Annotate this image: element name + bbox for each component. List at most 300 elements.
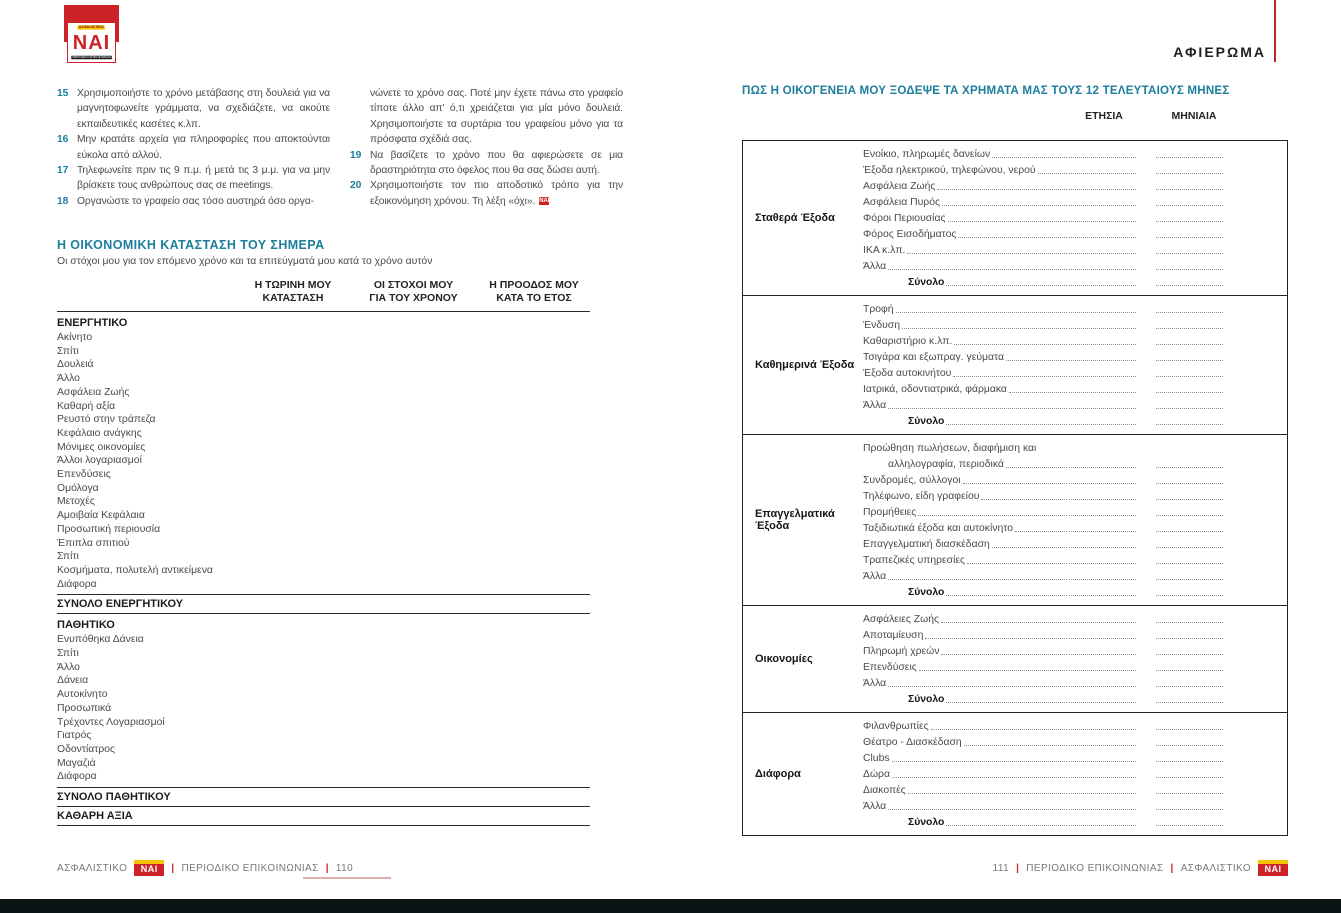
footer-separator: | (1170, 862, 1174, 874)
monthly-value-cell (1156, 467, 1223, 468)
expense-group-rows (863, 301, 1287, 429)
annual-value-cell (1069, 702, 1136, 703)
asset-row: Διάφορα (57, 578, 97, 590)
dotted-leader (958, 237, 1067, 238)
liability-row: Άλλο (57, 661, 80, 673)
monthly-value-cell (1156, 563, 1223, 564)
asset-row: Σπίτι (57, 551, 79, 563)
expense-group-label: Καθημερινά Έξοδα (755, 359, 855, 371)
dotted-leader (941, 622, 1067, 623)
asset-row: Δουλειά (57, 359, 94, 371)
expense-group-rows (863, 146, 1287, 290)
expense-row (863, 210, 1223, 226)
liabilities-total-label: ΣΥΝΟΛΟ ΠΑΘΗΤΙΚΟΥ (57, 791, 171, 804)
annual-value-cell (1069, 221, 1136, 222)
dotted-leader (918, 515, 1067, 516)
expense-row-label: Σύνολο (908, 817, 945, 828)
expense-row-label: Τηλέφωνο, είδη γραφείου (863, 491, 980, 502)
annual-value-cell (1069, 547, 1136, 548)
expense-row (863, 643, 1223, 659)
footer-separator: | (171, 862, 175, 874)
tip-text: Μην κρατάτε αρχεία για πληροφορίες που αποκτούνται εύκολα από αλλού. (77, 134, 330, 161)
expense-row-label: Άλλα (863, 571, 887, 582)
expense-row-label: Σύνολο (908, 277, 945, 288)
column-header-monthly: ΜΗΝΙΑΙΑ (1171, 110, 1217, 122)
footer-magazine-name: ΠΕΡΙΟΔΙΚΟ ΕΠΙΚΟΙΝΩΝΙΑΣ (1026, 862, 1164, 874)
dotted-leader (937, 189, 1067, 190)
monthly-value-cell (1156, 547, 1223, 548)
expense-total-row (863, 691, 1223, 707)
expense-row (863, 568, 1223, 584)
monthly-value-cell (1156, 237, 1223, 238)
financial-status-column-headers (57, 279, 590, 305)
annual-value-cell (1069, 499, 1136, 500)
print-artifact-line (303, 877, 391, 879)
asset-row: Καθαρή αξία (57, 400, 116, 412)
asset-row: Έπιπλα σπιτιού (57, 537, 130, 549)
monthly-value-cell (1156, 825, 1223, 826)
monthly-value-cell (1156, 654, 1223, 655)
expense-row-label: Πληρωμή χρεών (863, 646, 940, 657)
dotted-leader (948, 221, 1067, 222)
annual-value-cell (1069, 745, 1136, 746)
annual-value-cell (1069, 729, 1136, 730)
footer-nai-logo: ΝΑΙ (1258, 860, 1288, 876)
monthly-value-cell (1156, 579, 1223, 580)
annual-value-cell (1069, 237, 1136, 238)
dotted-leader (888, 809, 1067, 810)
annual-value-cell (1069, 205, 1136, 206)
dotted-leader (954, 344, 1067, 345)
assets-total-label: ΣΥΝΟΛΟ ΕΝΕΡΓΗΤΙΚΟΥ (57, 598, 184, 611)
dotted-leader (1038, 173, 1067, 174)
expense-row-label: Τραπεζικές υπηρεσίες (863, 555, 966, 566)
monthly-value-cell (1156, 745, 1223, 746)
expense-group (743, 434, 1287, 605)
brand-logo-box (67, 22, 116, 63)
annual-value-cell (1069, 777, 1136, 778)
dotted-leader (1015, 531, 1067, 532)
annual-value-cell (1069, 376, 1136, 377)
expense-group-label: Επαγγελματικά Έξοδα (755, 508, 835, 532)
expense-row (863, 440, 1223, 456)
annual-value-cell (1069, 173, 1136, 174)
expense-row-label: Φιλανθρωπίες (863, 721, 929, 732)
expense-total-row (863, 814, 1223, 830)
tip-text: Να βασίζετε το χρόνο που θα αφιερώσετε σε μια δραστηριότητα στο όφελος που θα σας δώσει αυτή. (370, 149, 623, 177)
expense-row-label: Θέατρο - Διασκέδαση (863, 737, 962, 748)
expense-row (863, 750, 1223, 766)
monthly-value-cell (1156, 269, 1223, 270)
monthly-value-cell (1156, 189, 1223, 190)
monthly-value-cell (1156, 173, 1223, 174)
brand-logo-top-label: ΑΣΦΑΛΙΣΤΙΚΟ (78, 25, 105, 30)
tip-text: Τηλεφωνείτε πριν τις 9 π.μ. ή μετά τις 3 μ.μ. για να μην βρίσκετε τους ανθρώπους σας σε meetings. (77, 165, 330, 192)
expense-row (863, 317, 1223, 333)
expense-group-rows (863, 440, 1287, 600)
asset-row: Ασφάλεια Ζωής (57, 386, 130, 398)
monthly-value-cell (1156, 312, 1223, 313)
annual-value-cell (1069, 483, 1136, 484)
expense-total-row (863, 413, 1223, 429)
dotted-leader (946, 595, 1067, 596)
expense-row (863, 536, 1223, 552)
tip-item (57, 194, 330, 209)
expense-row-label: Ασφάλεια Πυρός (863, 197, 941, 208)
annual-value-cell (1069, 622, 1136, 623)
tips-column-left (57, 86, 330, 209)
dotted-leader (888, 686, 1067, 687)
bottom-bar (0, 899, 1341, 913)
monthly-value-cell (1156, 702, 1223, 703)
expenses-title: ΠΩΣ Η ΟΙΚΟΓΕΝΕΙΑ ΜΟΥ ΞΟΔΕΨΕ ΤΑ ΧΡΗΜΑΤΑ ΜΑΣ ΤΟΥΣ 12 ΤΕΛΕΥΤΑΙΟΥΣ ΜΗΝΕΣ (742, 84, 1230, 97)
expense-row-label: ΙΚΑ κ.λπ. (863, 245, 906, 256)
dotted-leader (953, 376, 1067, 377)
annual-value-cell (1069, 408, 1136, 409)
expense-row-label: Σύνολο (908, 587, 945, 598)
expense-row-label: Προώθηση πωλήσεων, διαφήμιση και (863, 443, 1037, 454)
tips-column-right (350, 86, 623, 209)
monthly-value-cell (1156, 376, 1223, 377)
tip-number: 16 (57, 134, 69, 146)
expense-row-label: Άλλα (863, 261, 887, 272)
monthly-value-cell (1156, 531, 1223, 532)
expense-row-label: Ένδυση (863, 320, 901, 331)
footer-left (57, 859, 353, 877)
expense-row (863, 397, 1223, 413)
expense-row (863, 178, 1223, 194)
monthly-value-cell (1156, 515, 1223, 516)
monthly-value-cell (1156, 499, 1223, 500)
annual-value-cell (1069, 467, 1136, 468)
annual-value-cell (1069, 515, 1136, 516)
expense-row (863, 349, 1223, 365)
liabilities-list (57, 633, 590, 784)
expense-row (863, 194, 1223, 210)
monthly-value-cell (1156, 360, 1223, 361)
expense-row-label: Άλλα (863, 678, 887, 689)
expense-row-label: Ταξιδιωτικά έξοδα και αυτοκίνητο (863, 523, 1013, 534)
monthly-value-cell (1156, 686, 1223, 687)
footer-right (993, 859, 1288, 877)
expense-row (863, 659, 1223, 675)
asset-row: Αμοιβαία Κεφάλαια (57, 510, 145, 522)
column-header-current: Η ΤΩΡΙΝΗ ΜΟΥ ΚΑΤΑΣΤΑΣΗ (254, 279, 332, 304)
liability-row: Τρέχοντες Λογαριασμοί (57, 716, 165, 728)
expense-row (863, 226, 1223, 242)
brand-logo-name: ΝΑΙ (72, 31, 111, 54)
expenses-table (742, 140, 1288, 836)
liability-row: Προσωπικά (57, 702, 112, 714)
expense-row (863, 766, 1223, 782)
expenses-column-headers (742, 110, 1288, 124)
expense-row-label: Επενδύσεις (863, 662, 917, 673)
section-header-red-rule (1274, 0, 1276, 62)
expense-row-label: Δώρα (863, 769, 890, 780)
dotted-leader (896, 312, 1067, 313)
annual-value-cell (1069, 793, 1136, 794)
liability-row: Σπίτι (57, 648, 79, 660)
financial-status-subtitle: Οι στόχοι μου για τον επόμενο χρόνο και τα επιτεύγματά μου κατά το χρόνο αυτόν (57, 256, 433, 267)
monthly-value-cell (1156, 761, 1223, 762)
dotted-leader (992, 157, 1067, 158)
expense-row (863, 782, 1223, 798)
dotted-leader (888, 269, 1067, 270)
liability-row: Γιατρός (57, 730, 92, 742)
liability-row: Οδοντίατρος (57, 743, 116, 755)
assets-list (57, 331, 590, 591)
column-header-goals: ΟΙ ΣΤΟΧΟΙ ΜΟΥ ΓΙΑ ΤΟΥ ΧΡΟΝΟΥ (369, 279, 458, 304)
expense-row-label: Επαγγελματική διασκέδαση (863, 539, 990, 550)
dotted-leader (888, 579, 1067, 580)
annual-value-cell (1069, 761, 1136, 762)
expense-row-label: Συνδρομές, σύλλογοι (863, 475, 961, 486)
expense-row-label: Φόροι Περιουσίας (863, 213, 946, 224)
dotted-leader (981, 499, 1067, 500)
dotted-leader (967, 563, 1067, 564)
liabilities-header: ΠΑΘΗΤΙΚΟ (57, 619, 115, 632)
annual-value-cell (1069, 253, 1136, 254)
footer-brand: ΑΣΦΑΛΙΣΤΙΚΟ (57, 862, 128, 874)
financial-status-section (57, 238, 590, 826)
expense-row-label: Ενοίκιο, πληρωμές δανείων (863, 149, 991, 160)
dotted-leader (946, 825, 1067, 826)
expense-row (863, 504, 1223, 520)
annual-value-cell (1069, 312, 1136, 313)
asset-row: Κεφάλαιο ανάγκης (57, 427, 142, 439)
footer-page-number: 111 (992, 862, 1010, 874)
expense-row (863, 520, 1223, 536)
monthly-value-cell (1156, 483, 1223, 484)
monthly-value-cell (1156, 670, 1223, 671)
annual-value-cell (1069, 392, 1136, 393)
expense-row-label: Καθαριστήριο κ.λπ. (863, 336, 953, 347)
expense-row-label: Σύνολο (908, 694, 945, 705)
asset-row: Ομόλογα (57, 482, 99, 494)
expense-row (863, 146, 1223, 162)
monthly-value-cell (1156, 729, 1223, 730)
annual-value-cell (1069, 531, 1136, 532)
monthly-value-cell (1156, 622, 1223, 623)
tip-text: Οργανώστε το γραφείο σας τόσο αυστηρά όσο οργα- (77, 195, 314, 207)
liability-row: Δάνεια (57, 675, 89, 687)
monthly-value-cell (1156, 793, 1223, 794)
annual-value-cell (1069, 563, 1136, 564)
dotted-leader (888, 408, 1067, 409)
expense-row (863, 718, 1223, 734)
footer-page-number: 110 (335, 862, 354, 874)
expense-row (863, 627, 1223, 643)
expense-row-label: Clubs (863, 753, 890, 764)
expense-group-rows (863, 611, 1287, 707)
expense-row (863, 301, 1223, 317)
expense-row-label: Τροφή (863, 304, 894, 315)
dotted-leader (892, 777, 1067, 778)
tip-item (57, 86, 330, 132)
assets-header: ΕΝΕΡΓΗΤΙΚΟ (57, 317, 128, 329)
brand-logo (64, 5, 119, 63)
dotted-leader (942, 205, 1067, 206)
expense-row-label: Ασφάλεια Ζωής (863, 181, 936, 192)
dotted-leader (964, 745, 1067, 746)
expense-row-label: Έξοδα αυτοκινήτου (863, 368, 952, 379)
expense-total-row (863, 584, 1223, 600)
expense-row (863, 472, 1223, 488)
expense-row-label: Ασφάλειες Ζωής (863, 614, 939, 625)
tip-number: 15 (57, 88, 69, 99)
expense-row-label: Φόρος Εισοδήματος (863, 229, 957, 240)
footer-nai-logo: ΝΑΙ (134, 860, 164, 876)
asset-row: Μετοχές (57, 496, 95, 508)
expense-group-label: Διάφορα (755, 768, 801, 780)
annual-value-cell (1069, 360, 1136, 361)
dotted-leader (1006, 360, 1067, 361)
expense-group-rows (863, 718, 1287, 830)
section-header-label: ΑΦΙΕΡΩΜΑ (1173, 44, 1266, 60)
expense-row-label: Έξοδα ηλεκτρικού, τηλεφώνου, νερού (863, 165, 1036, 176)
asset-row: Κοσμήματα, πολυτελή αντικείμενα (57, 564, 213, 576)
expense-row-label: Άλλα (863, 400, 887, 411)
dotted-leader (1006, 467, 1067, 468)
dotted-leader (925, 638, 1067, 639)
annual-value-cell (1069, 579, 1136, 580)
dotted-leader (908, 793, 1067, 794)
expense-row-label: Διακοπές (863, 785, 906, 796)
monthly-value-cell (1156, 328, 1223, 329)
expense-row (863, 381, 1223, 397)
expense-row-label: Προμήθειες (863, 507, 917, 518)
article-end-icon: ΝΑΙ (539, 197, 550, 204)
dotted-leader (992, 547, 1067, 548)
monthly-value-cell (1156, 344, 1223, 345)
dotted-leader (892, 761, 1067, 762)
monthly-value-cell (1156, 392, 1223, 393)
annual-value-cell (1069, 285, 1136, 286)
tip-item (350, 178, 623, 209)
footer-brand: ΑΣΦΑΛΙΣΤΙΚΟ (1180, 862, 1251, 874)
expense-group (743, 605, 1287, 712)
expense-row (863, 162, 1223, 178)
expense-group (743, 295, 1287, 434)
annual-value-cell (1069, 157, 1136, 158)
tip-item (350, 148, 623, 179)
monthly-value-cell (1156, 408, 1223, 409)
dotted-leader (946, 285, 1067, 286)
footer-magazine-name: ΠΕΡΙΟΔΙΚΟ ΕΠΙΚΟΙΝΩΝΙΑΣ (181, 862, 319, 874)
brand-logo-bottom-label: ΠΕΡΙΟΔΙΚΟ ΕΠΙΚΟΙΝΩΝΙΑΣ (72, 55, 111, 59)
monthly-value-cell (1156, 157, 1223, 158)
dotted-leader (907, 253, 1067, 254)
asset-row: Επενδύσεις (57, 469, 111, 481)
tip-number: 17 (57, 165, 69, 177)
expense-row (863, 333, 1223, 349)
tip-number: 18 (57, 195, 69, 207)
expense-row (863, 611, 1223, 627)
annual-value-cell (1069, 595, 1136, 596)
expense-row-label: Άλλα (863, 801, 887, 812)
asset-row: Προσωπική περιουσία (57, 523, 161, 535)
monthly-value-cell (1156, 424, 1223, 425)
liability-row: Μαγαζιά (57, 757, 96, 769)
expense-row (863, 734, 1223, 750)
tip-continuation-text: νώνετε το χρόνο σας. Ποτέ μην έχετε πάνω στο γραφείο τίποτε άλλο απ’ ό,τι χρειάζεται για μία μόνο δουλειά. Χρησιμοποιήστε τα συρτάρια του γραφείου μόνο για τα πρόσφατα σχέδιά σας. (370, 88, 623, 146)
expense-row (863, 552, 1223, 568)
annual-value-cell (1069, 809, 1136, 810)
expense-row (863, 258, 1223, 274)
tip-number: 20 (350, 180, 362, 192)
asset-row: Ρευστό στην τράπεζα (57, 414, 156, 426)
asset-row: Άλλο (57, 373, 80, 385)
asset-row: Σπίτι (57, 345, 79, 357)
monthly-value-cell (1156, 809, 1223, 810)
dotted-leader (931, 729, 1067, 730)
annual-value-cell (1069, 424, 1136, 425)
dotted-leader (963, 483, 1067, 484)
asset-row: Άλλοι λογαριασμοί (57, 455, 142, 467)
annual-value-cell (1069, 328, 1136, 329)
tip-item (57, 163, 330, 194)
annual-value-cell (1069, 269, 1136, 270)
dotted-leader (946, 702, 1067, 703)
annual-value-cell (1069, 825, 1136, 826)
expense-group-label: Σταθερά Έξοδα (755, 212, 835, 224)
monthly-value-cell (1156, 253, 1223, 254)
tip-item (57, 132, 330, 163)
expense-row-label: αλληλογραφία, περιοδικά (888, 459, 1004, 470)
expense-row (863, 798, 1223, 814)
monthly-value-cell (1156, 777, 1223, 778)
tip-text: Χρησιμοποιήστε το χρόνο μετάβασης στη δουλειά για να μαγνητοφωνείτε γράμματα, να σχεδιάζετε, να ακούτε εκπαιδευτικές κασέτες κ.λπ. (77, 88, 330, 130)
financial-status-title: Η ΟΙΚΟΝΟΜΙΚΗ ΚΑΤΑΣΤΑΣΗ ΤΟΥ ΣΗΜΕΡΑ (57, 238, 325, 252)
expense-row-label: Τσιγάρα και εξωπραγ. γεύματα (863, 352, 1004, 363)
asset-row: Μόνιμες οικονομίες (57, 441, 146, 453)
asset-row: Ακίνητο (57, 332, 93, 343)
expense-row (863, 365, 1223, 381)
tip-text: Χρησιμοποιήστε τον πιο αποδοτικό τρόπο για την εξοικονόμηση χρόνου. Τη λέξη «όχι». ΝΑΙ (370, 180, 623, 207)
annual-value-cell (1069, 686, 1136, 687)
expense-group-label: Οικονομίες (755, 653, 813, 665)
footer-separator: | (325, 862, 329, 874)
liability-row: Ενυπόθηκα Δάνεια (57, 634, 144, 646)
annual-value-cell (1069, 344, 1136, 345)
column-header-progress: Η ΠΡΟΟΔΟΣ ΜΟΥ ΚΑΤΑ ΤΟ ΕΤΟΣ (489, 279, 579, 304)
expense-row (863, 456, 1223, 472)
dotted-leader (1009, 392, 1067, 393)
monthly-value-cell (1156, 595, 1223, 596)
monthly-value-cell (1156, 205, 1223, 206)
liability-row: Αυτοκίνητο (57, 689, 108, 701)
annual-value-cell (1069, 670, 1136, 671)
expense-group (743, 712, 1287, 835)
tips-block (57, 86, 623, 209)
expense-row-label: Ιατρικά, οδοντιατρικά, φάρμακα (863, 384, 1007, 395)
net-worth-label: ΚΑΘΑΡΗ ΑΞΙΑ (57, 810, 133, 823)
dotted-leader (902, 328, 1067, 329)
expense-row-label: Αποταμίευση (863, 630, 924, 641)
liability-row: Διάφορα (57, 771, 97, 783)
expense-row (863, 488, 1223, 504)
expense-row (863, 242, 1223, 258)
monthly-value-cell (1156, 638, 1223, 639)
expense-group (743, 141, 1287, 295)
dotted-leader (941, 654, 1067, 655)
annual-value-cell (1069, 638, 1136, 639)
column-header-annual: ΕΤΗΣΙΑ (1085, 110, 1123, 122)
monthly-value-cell (1156, 285, 1223, 286)
dotted-leader (946, 424, 1067, 425)
expense-total-row (863, 274, 1223, 290)
monthly-value-cell (1156, 221, 1223, 222)
